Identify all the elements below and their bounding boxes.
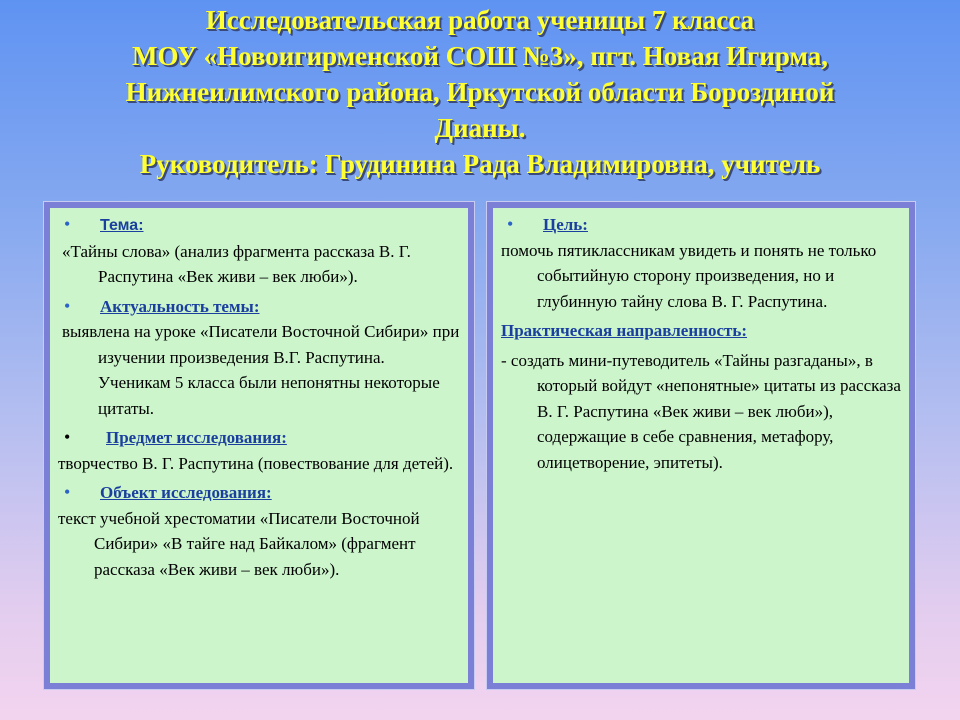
practical-text: - создать мини-путеводитель «Тайны разгаданы», в который войдут «непонятные» цитаты из рассказа В. Г. Распутина «Век живи – век люби»), содержащие в себе сравнения, метафору, олицетворение, эпитеты).: [501, 350, 901, 472]
goal-text: помочь пятиклассникам увидеть и понять не только событийную сторону произведения, но и глубинную тайну слова В. Г. Распутина.: [501, 240, 877, 311]
subject-heading-row: [58, 425, 460, 451]
bullet-icon: •: [64, 482, 71, 502]
bullet-icon: •: [64, 214, 71, 234]
title-line-2: МОУ «Новоигирменской СОШ №3», пгт. Новая Игирма,: [132, 41, 828, 71]
relevance-text: выявлена на уроке «Писатели Восточной Сибири» при изучении произведения В.Г. Распутина. Ученикам 5 класса были непонятны некоторые цитаты.: [62, 322, 460, 418]
practical-heading: Практическая направленность:: [501, 321, 747, 340]
topic-heading: Тема:: [100, 217, 144, 234]
left-panel: [44, 202, 474, 689]
goal-heading: Цель:: [543, 215, 588, 234]
topic-heading-row: [58, 212, 460, 239]
topic-text: «Тайны слова» (анализ фрагмента рассказа В. Г. Распутина «Век живи – век люби»).: [62, 241, 411, 286]
right-panel: [487, 202, 915, 689]
title-line-1: Исследовательская работа ученицы 7 класса: [205, 5, 755, 35]
bullet-icon: •: [64, 295, 71, 316]
title-line-4: Дианы.: [434, 113, 526, 143]
subject-text: творчество В. Г. Распутина (повествование для детей).: [58, 453, 454, 473]
slide-title: [20, 2, 940, 182]
relevance-heading-row: [58, 294, 460, 320]
relevance-heading: Актуальность темы:: [100, 296, 260, 316]
bullet-icon: •: [64, 427, 71, 447]
subject-heading: Предмет исследования:: [106, 428, 287, 447]
object-text: текст учебной хрестоматии «Писатели Восточной Сибири» «В тайге над Байкалом» (фрагмент рассказа «Век живи – век люби»).: [58, 508, 420, 579]
goal-heading-row: [501, 212, 901, 238]
bullet-icon: •: [507, 214, 514, 234]
title-line-5: Руководитель: Грудинина Рада Владимировна, учитель: [139, 149, 821, 179]
object-heading: Объект исследования:: [100, 483, 272, 502]
object-heading-row: [58, 480, 460, 506]
title-line-3: Нижнеилимского района, Иркутской области Бороздиной: [125, 77, 835, 107]
